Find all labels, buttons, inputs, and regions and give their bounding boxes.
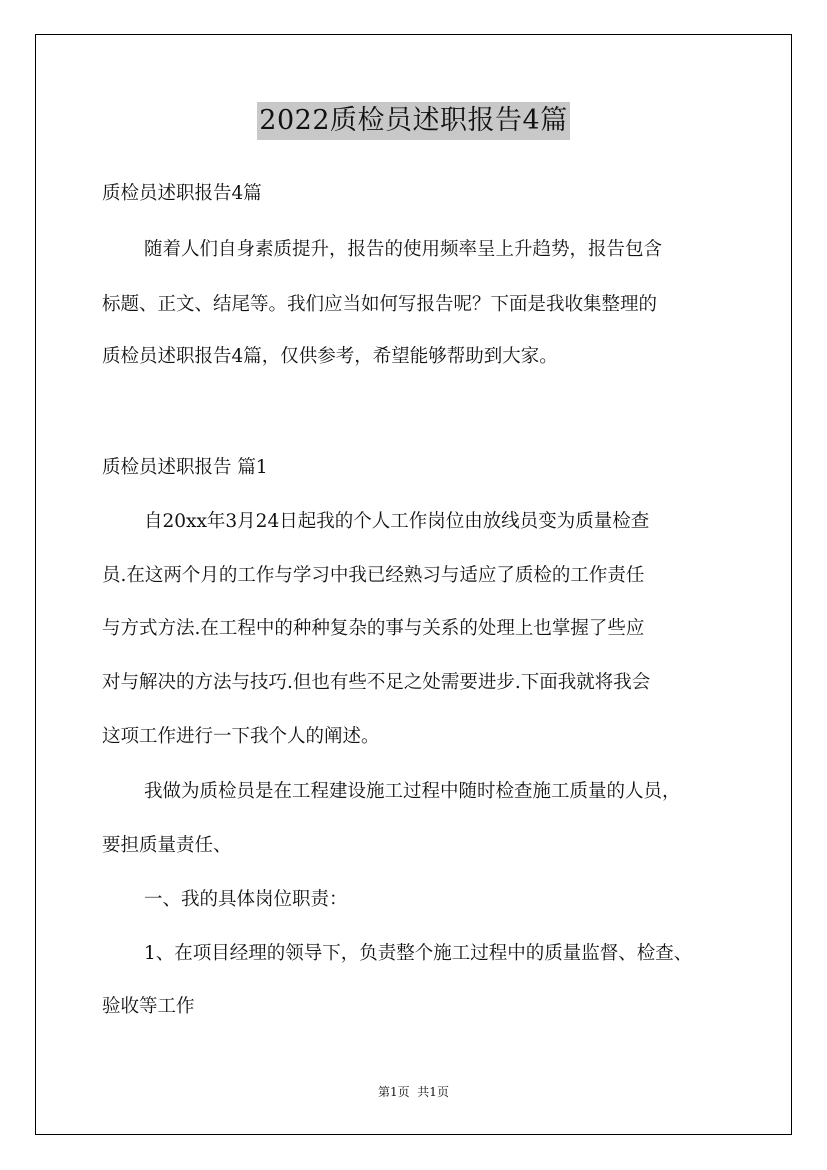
paragraph-line: 我做为质检员是在工程建设施工过程中随时检查施工质量的人员， bbox=[144, 781, 681, 802]
paragraph-line: 与方式方法.在工程中的种种复杂的事与关系的处理上也掌握了些应 bbox=[102, 618, 645, 639]
title-container bbox=[0, 102, 827, 140]
paragraph-line: 要担质量责任、 bbox=[102, 835, 232, 856]
document-title: 2022质检员述职报告4篇 bbox=[257, 102, 569, 140]
paragraph-line: 员.在这两个月的工作与学习中我已经熟习与适应了质检的工作责任 bbox=[102, 565, 645, 586]
paragraph-line: 这项工作进行一下我个人的阐述。 bbox=[102, 726, 380, 747]
page-footer bbox=[0, 1083, 827, 1101]
paragraph-line: 对与解决的方法与技巧.但也有些不足之处需要进步.下面我就将我会 bbox=[102, 672, 651, 693]
paragraph-line: 自20xx年3月24日起我的个人工作岗位由放线员变为质量检查 bbox=[144, 511, 650, 532]
paragraph-line: 标题、正文、结尾等。我们应当如何写报告呢？下面是我收集整理的 bbox=[102, 294, 658, 315]
paragraph-line: 质检员述职报告4篇，仅供参考，希望能够帮助到大家。 bbox=[102, 346, 558, 367]
section-heading: 质检员述职报告4篇 bbox=[102, 183, 262, 204]
paragraph-line: 随着人们自身素质提升，报告的使用频率呈上升趋势，报告包含 bbox=[144, 239, 663, 260]
page-number: 第1页 共1页 bbox=[378, 1085, 449, 1099]
paragraph-line: 一、我的具体岗位职责： bbox=[144, 889, 348, 910]
section-heading: 质检员述职报告 篇1 bbox=[102, 457, 268, 478]
paragraph-line: 验收等工作 bbox=[102, 996, 195, 1017]
paragraph-line: 1、在项目经理的领导下，负责整个施工过程中的质量监督、检查、 bbox=[144, 943, 693, 964]
